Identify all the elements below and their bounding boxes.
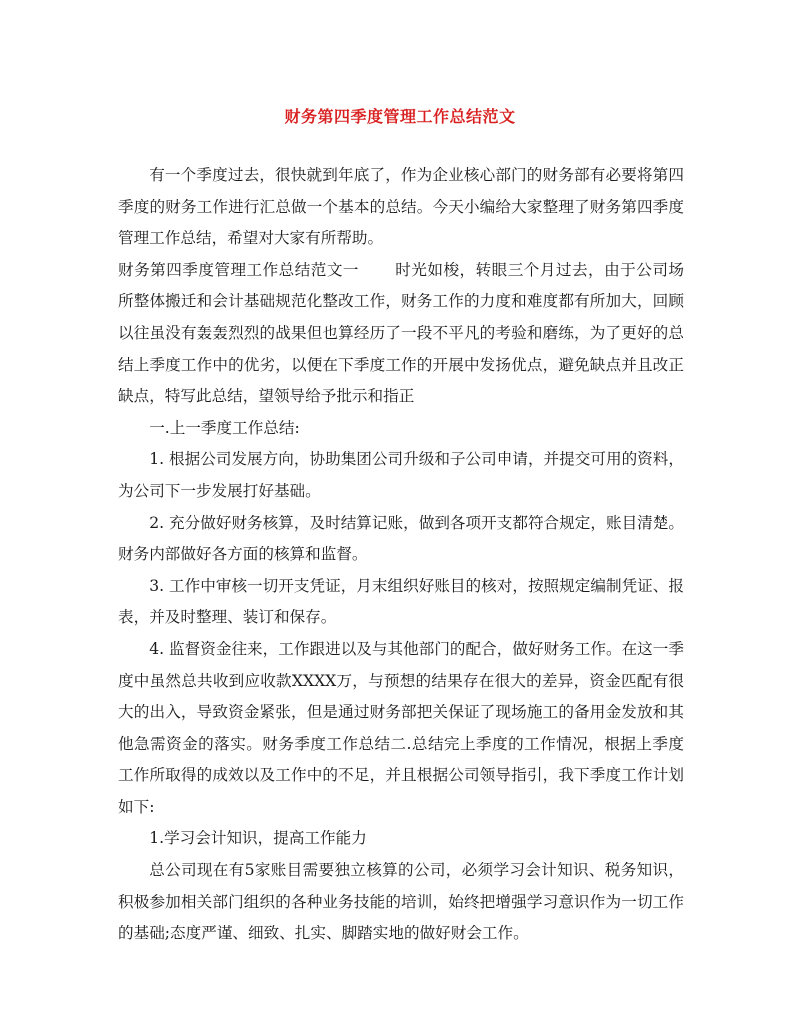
section-paragraph [118, 255, 684, 413]
section-body: 时光如梭，转眼三个月过去，由于公司场所整体搬迁和会计基础规范化整改工作，财务工作的力度和难度都有所加大，回顾以往虽没有轰轰烈烈的战果但也算经历了一段不平凡的考验和磨练，为了更好的总结上季度工作中的优劣，以便在下季度工作的开展中发扬优点，避免缺点并且改正缺点，特写此总结，望领导给予批示和指正 [118, 260, 684, 406]
list-item-4: 4. 监督资金往来，工作跟进以及与其他部门的配合，做好财务工作。在这一季度中虽然总共收到应收款XXXX万，与预想的结果存在很大的差异，资金匹配有很大的出入，导致资金紧张，但是通过财务部把关保证了现场施工的备用金发放和其他急需资金的落实。财务季度工作总结二.总结完上季度的工作情况，根据上季度工作所取得的成效以及工作中的不足，并且根据公司领导指引，我下季度工作计划如下: [118, 639, 684, 816]
intro-paragraph: 有一个季度过去，很快就到年底了，作为企业核心部门的财务部有必要将第四季度的财务工作进行汇总做一个基本的总结。今天小编给大家整理了财务第四季度管理工作总结，希望对大家有所帮助。 [118, 166, 684, 248]
list-item-2: 2. 充分做好财务核算，及时结算记账，做到各项开支都符合规定，账目清楚。财务内部做好各方面的核算和监督。 [118, 513, 684, 564]
heading-one: 一.上一季度工作总结: [149, 418, 300, 437]
document-title: 财务第四季度管理工作总结范文 [284, 107, 516, 126]
document-body [118, 160, 684, 950]
subheading: 1.学习会计知识，提高工作能力 [149, 829, 367, 848]
section-label: 财务第四季度管理工作总结范文一 [118, 260, 359, 279]
list-item-1: 1. 根据公司发展方向，协助集团公司升级和子公司申请，并提交可用的资料，为公司下一步发展打好基础。 [118, 450, 684, 500]
list-item-3: 3. 工作中审核一切开支凭证，月末组织好账目的核对，按照规定编制凭证、报表，并及时整理、装订和保存。 [118, 576, 684, 627]
final-paragraph: 总公司现在有5家账目需要独立核算的公司，必须学习会计知识、税务知识，积极参加相关部门组织的各种业务技能的培训，始终把增强学习意识作为一切工作的基础;态度严谨、细致、扎实、脚踏实地的做好财会工作。 [118, 861, 684, 943]
